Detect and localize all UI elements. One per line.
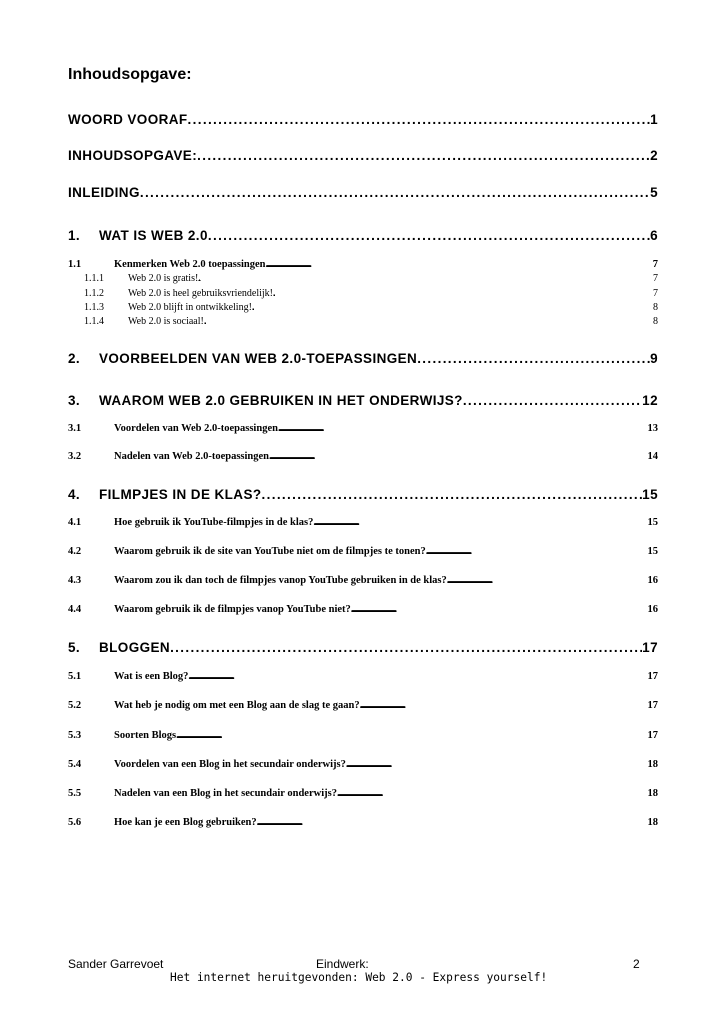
toc-leader-dots (176, 730, 647, 741)
toc-leader-dots (278, 423, 648, 434)
toc-entry[interactable] (68, 259, 658, 270)
toc-entry-title: Hoe kan je een Blog gebruiken? (114, 817, 257, 828)
toc-entry-page: 7 (652, 259, 658, 270)
toc-entry-title: Web 2.0 is gratis! (128, 273, 199, 284)
footer-page-number: 2 (633, 957, 640, 971)
toc-entry-title: BLOGGEN (99, 640, 171, 655)
toc-leader-dots (198, 273, 653, 284)
toc-entry-page: 5 (650, 185, 658, 200)
toc-entry[interactable] (68, 423, 658, 434)
toc-entry-title: Soorten Blogs (114, 730, 177, 741)
toc-leader-dots (262, 487, 643, 502)
toc-entry-number: 4.2 (68, 546, 82, 557)
toc-leader-dots (351, 604, 648, 615)
toc-entry-page: 15 (647, 517, 658, 528)
toc-leader-dots (463, 393, 642, 408)
toc-entry-title: Waarom gebruik ik de site van YouTube niet om de filmpjes te tonen? (114, 546, 426, 557)
toc-entry-title: WAT IS WEB 2.0 (99, 228, 208, 243)
toc-entry-number: 3.2 (68, 451, 82, 462)
toc-leader-dots (252, 302, 653, 313)
toc-entry-page: 9 (650, 351, 658, 366)
toc-leader-dots (140, 185, 650, 200)
toc-entry-number: 5.4 (68, 759, 82, 770)
toc-entry[interactable] (68, 575, 658, 586)
toc-entry-page: 17 (642, 640, 658, 655)
toc-entry-number: 4.4 (68, 604, 82, 615)
toc-entry-title: Hoe gebruik ik YouTube-filmpjes in de klas? (114, 517, 314, 528)
toc-entry-title: Web 2.0 blijft in ontwikkeling! (128, 302, 252, 313)
toc-entry[interactable] (68, 393, 658, 408)
toc-entry[interactable] (68, 351, 658, 366)
toc-entry-number: 1.1.1 (84, 273, 104, 284)
toc-entry-title: Waarom gebruik ik de filmpjes vanop YouTube niet? (114, 604, 351, 615)
toc-entry[interactable] (68, 517, 658, 528)
toc-entry-page: 7 (653, 273, 658, 284)
toc-entry-page: 16 (647, 575, 658, 586)
toc-entry[interactable] (68, 730, 658, 741)
toc-entry-number: 4. (68, 487, 81, 502)
toc-entry-page: 18 (647, 817, 658, 828)
toc-leader-dots (269, 451, 648, 462)
toc-entry[interactable] (84, 273, 658, 284)
toc-leader-dots (447, 575, 648, 586)
toc-entry-page: 8 (653, 302, 658, 313)
toc-entry-number: 5.1 (68, 671, 82, 682)
toc-entry[interactable] (84, 316, 658, 327)
footer-author: Sander Garrevoet (68, 957, 164, 971)
toc-entry-number: 1.1.2 (84, 288, 104, 299)
toc-leader-dots (197, 148, 650, 163)
toc-leader-dots (188, 671, 647, 682)
toc-entry-number: 4.3 (68, 575, 82, 586)
toc-leader-dots (265, 259, 652, 270)
toc-entry-page: 18 (647, 788, 658, 799)
toc-entry-title: Web 2.0 is sociaal! (128, 316, 204, 327)
toc-entry-page: 8 (653, 316, 658, 327)
toc-leader-dots (170, 640, 642, 655)
toc-entry-page: 17 (647, 671, 658, 682)
toc-entry[interactable] (68, 700, 658, 711)
toc-entry-title: WOORD VOORAF (68, 112, 188, 127)
toc-entry-page: 2 (650, 148, 658, 163)
toc-leader-dots (188, 112, 651, 127)
toc-entry-number: 5.5 (68, 788, 82, 799)
toc-entry-number: 2. (68, 351, 81, 366)
toc-leader-dots (208, 228, 650, 243)
toc-entry-title: Voordelen van Web 2.0-toepassingen (114, 423, 278, 434)
toc-entry-title: Wat is een Blog? (114, 671, 189, 682)
toc-leader-dots (346, 759, 648, 770)
toc-entry-title: INHOUDSOPGAVE: (68, 148, 198, 163)
toc-entry[interactable] (68, 604, 658, 615)
toc-entry-page: 17 (647, 730, 658, 741)
page-heading: Inhoudsopgave: (68, 66, 192, 83)
toc-entry[interactable] (84, 288, 658, 299)
toc-entry-page: 13 (647, 423, 658, 434)
toc-entry-number: 1.1 (68, 259, 82, 270)
toc-entry[interactable] (68, 671, 658, 682)
toc-entry-page: 1 (650, 112, 658, 127)
toc-entry[interactable] (68, 112, 658, 127)
toc-entry-title: Voordelen van een Blog in het secundair onderwijs? (114, 759, 346, 770)
toc-leader-dots (417, 351, 650, 366)
toc-leader-dots (273, 288, 653, 299)
toc-entry-number: 3. (68, 393, 81, 408)
toc-entry-page: 6 (650, 228, 658, 243)
toc-entry-number: 5.6 (68, 817, 82, 828)
toc-entry-title: WAAROM WEB 2.0 GEBRUIKEN IN HET ONDERWIJS? (99, 393, 463, 408)
toc-entry[interactable] (68, 487, 658, 502)
toc-entry-title: VOORBEELDEN VAN WEB 2.0-TOEPASSINGEN (99, 351, 418, 366)
toc-entry-number: 4.1 (68, 517, 82, 528)
toc-entry[interactable] (68, 185, 658, 200)
toc-entry-title: Kenmerken Web 2.0 toepassingen (114, 259, 266, 270)
toc-entry-page: 12 (642, 393, 658, 408)
toc-entry[interactable] (68, 228, 658, 243)
toc-leader-dots (257, 817, 648, 828)
toc-entry-number: 1.1.4 (84, 316, 104, 327)
toc-entry-title: INLEIDING (68, 185, 140, 200)
toc-entry[interactable] (68, 640, 658, 655)
toc-entry-page: 15 (642, 487, 658, 502)
toc-leader-dots (313, 517, 647, 528)
toc-entry-number: 5.2 (68, 700, 82, 711)
toc-entry-title: Web 2.0 is heel gebruiksvriendelijk! (128, 288, 273, 299)
toc-entry-page: 15 (647, 546, 658, 557)
toc-entry[interactable] (68, 759, 658, 770)
toc-entry-title: Nadelen van Web 2.0-toepassingen (114, 451, 269, 462)
toc-entry-number: 3.1 (68, 423, 82, 434)
toc-entry[interactable] (68, 817, 658, 828)
toc-leader-dots (337, 788, 648, 799)
toc-entry-title: Waarom zou ik dan toch de filmpjes vanop YouTube gebruiken in de klas? (114, 575, 447, 586)
toc-entry[interactable] (68, 451, 658, 462)
toc-entry-number: 5. (68, 640, 81, 655)
toc-entry-title: FILMPJES IN DE KLAS? (99, 487, 262, 502)
toc-entry[interactable] (68, 788, 658, 799)
toc-entry-page: 18 (647, 759, 658, 770)
toc-entry[interactable] (68, 546, 658, 557)
toc-entry-number: 5.3 (68, 730, 82, 741)
toc-entry-page: 16 (647, 604, 658, 615)
toc-entry-number: 1. (68, 228, 81, 243)
toc-entry-page: 17 (647, 700, 658, 711)
toc-entry[interactable] (84, 302, 658, 313)
toc-entry-number: 1.1.3 (84, 302, 104, 313)
toc-entry-title: Wat heb je nodig om met een Blog aan de slag te gaan? (114, 700, 360, 711)
toc-entry[interactable] (68, 148, 658, 163)
toc-entry-page: 7 (653, 288, 658, 299)
toc-leader-dots (360, 700, 648, 711)
toc-leader-dots (426, 546, 648, 557)
toc-entry-page: 14 (647, 451, 658, 462)
toc-leader-dots (204, 316, 653, 327)
footer-label: Eindwerk: (316, 957, 369, 971)
toc-entry-title: Nadelen van een Blog in het secundair onderwijs? (114, 788, 337, 799)
footer-subtitle: Het internet heruitgevonden: Web 2.0 - Express yourself! (170, 971, 548, 984)
